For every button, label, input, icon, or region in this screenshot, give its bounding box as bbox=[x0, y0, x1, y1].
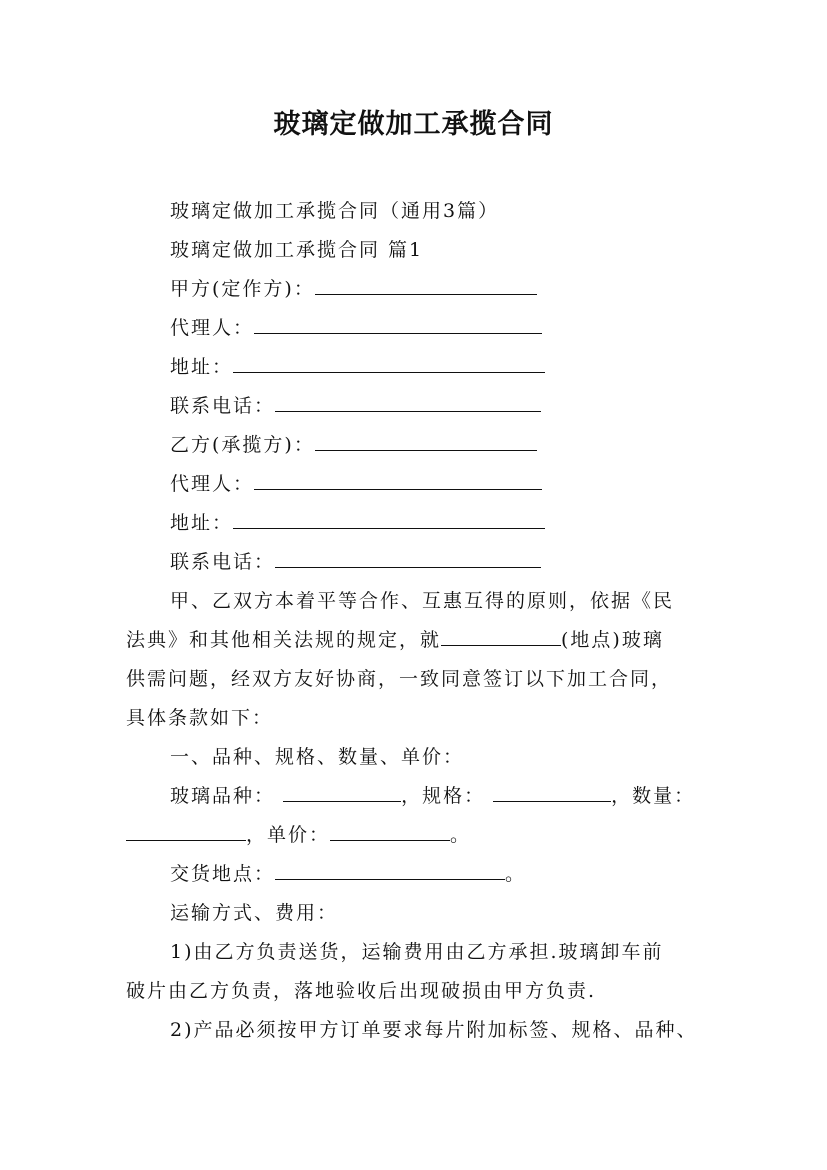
party-a-agent-row bbox=[170, 315, 760, 341]
party-a-address-row bbox=[170, 354, 760, 380]
delivery-label: 交货地点： bbox=[170, 863, 276, 885]
section-heading: 玻璃定做加工承揽合同 篇1 bbox=[170, 239, 424, 261]
clause-1-heading: 一、品种、规格、数量、单价： bbox=[170, 746, 465, 768]
party-b-phone-row bbox=[170, 549, 760, 575]
transport-p2-line-1: 2)产品必须按甲方订单要求每片附加标签、规格、品种、 bbox=[170, 1019, 698, 1041]
intro-line-4: 具体条款如下： bbox=[126, 707, 274, 729]
clause-1-line-2 bbox=[126, 822, 716, 848]
party-b-row bbox=[170, 432, 760, 458]
price-blank[interactable] bbox=[330, 822, 450, 841]
spec-blank[interactable] bbox=[493, 783, 611, 802]
variety-blank[interactable] bbox=[283, 783, 401, 802]
party-b-label: 乙方(承揽方)： bbox=[170, 434, 315, 456]
price-label: ，单价： bbox=[246, 824, 331, 846]
intro-line-2-text: 法典》和其他相关法规的规定，就 bbox=[126, 629, 442, 651]
party-b-agent-label: 代理人： bbox=[170, 473, 255, 495]
party-b-address-label: 地址： bbox=[170, 512, 234, 534]
document-subtitle: 玻璃定做加工承揽合同（通用3篇） bbox=[170, 200, 500, 222]
party-b-phone-blank[interactable] bbox=[275, 549, 541, 568]
delivery-row bbox=[170, 861, 760, 887]
party-b-agent-row bbox=[170, 471, 760, 497]
variety-label: 玻璃品种： bbox=[170, 785, 276, 807]
clause-1-period: 。 bbox=[450, 824, 472, 846]
party-a-blank[interactable] bbox=[315, 276, 537, 295]
intro-line-3: 供需问题，经双方友好协商，一致同意签订以下加工合同， bbox=[126, 668, 673, 690]
party-a-phone-blank[interactable] bbox=[275, 393, 541, 412]
party-a-row bbox=[170, 276, 760, 302]
party-a-phone-label: 联系电话： bbox=[170, 395, 276, 417]
transport-p1-line-2: 破片由乙方负责，落地验收后出现破损由甲方负责. bbox=[126, 980, 597, 1002]
transport-p1-line-1: 1)由乙方负责送货，运输费用由乙方承担.玻璃卸车前 bbox=[170, 941, 664, 963]
party-b-address-row bbox=[170, 510, 760, 536]
party-a-address-label: 地址： bbox=[170, 356, 234, 378]
location-blank[interactable] bbox=[441, 627, 561, 646]
party-a-phone-row bbox=[170, 393, 760, 419]
party-a-agent-label: 代理人： bbox=[170, 317, 255, 339]
intro-line-2-tail: (地点)玻璃 bbox=[561, 629, 664, 651]
delivery-period: 。 bbox=[505, 863, 527, 885]
spec-label: ，规格： bbox=[401, 785, 486, 807]
qty-label: ，数量： bbox=[611, 785, 696, 807]
party-a-address-blank[interactable] bbox=[233, 354, 545, 373]
party-b-phone-label: 联系电话： bbox=[170, 551, 276, 573]
party-a-agent-blank[interactable] bbox=[254, 315, 542, 334]
clause-1-line-1 bbox=[170, 783, 760, 809]
intro-line-2 bbox=[126, 627, 716, 653]
transport-heading: 运输方式、费用： bbox=[170, 902, 339, 924]
party-b-agent-blank[interactable] bbox=[254, 471, 542, 490]
delivery-blank[interactable] bbox=[275, 861, 505, 880]
qty-blank[interactable] bbox=[126, 822, 246, 841]
party-b-address-blank[interactable] bbox=[233, 510, 545, 529]
page-title: 玻璃定做加工承揽合同 bbox=[273, 109, 554, 140]
party-b-blank[interactable] bbox=[315, 432, 537, 451]
intro-line-1: 甲、乙双方本着平等合作、互惠互得的原则，依据《民 bbox=[170, 590, 675, 612]
party-a-label: 甲方(定作方)： bbox=[170, 278, 315, 300]
